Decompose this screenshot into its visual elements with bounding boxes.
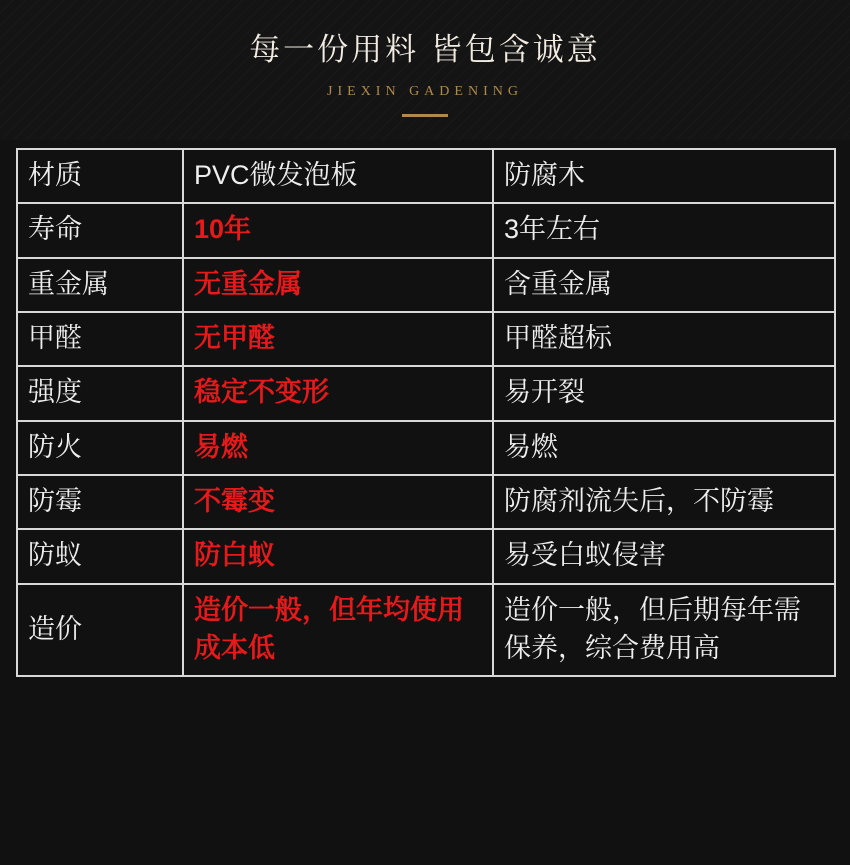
row-label: 防霉: [17, 475, 183, 529]
row-label: 防火: [17, 421, 183, 475]
table-row: [17, 366, 835, 420]
cell-product-b: 造价一般，但后期每年需保养，综合费用高: [493, 584, 835, 677]
cell-product-a: 无甲醛: [183, 312, 493, 366]
cell-product-b: 易受白蚁侵害: [493, 529, 835, 583]
row-label: 甲醛: [17, 312, 183, 366]
table-row: [17, 149, 835, 203]
cell-product-b: 易燃: [493, 421, 835, 475]
table-row: [17, 203, 835, 257]
page-title: 每一份用料 皆包含诚意: [249, 31, 601, 67]
cell-product-a: 10年: [183, 203, 493, 257]
cell-product-a: 稳定不变形: [183, 366, 493, 420]
row-label: 重金属: [17, 258, 183, 312]
cell-product-b: 易开裂: [493, 366, 835, 420]
table-row: [17, 421, 835, 475]
cell-product-b: 含重金属: [493, 258, 835, 312]
row-label: 防蚁: [17, 529, 183, 583]
table-row: [17, 529, 835, 583]
table-row: [17, 312, 835, 366]
cell-product-a: 无重金属: [183, 258, 493, 312]
row-label: 造价: [17, 584, 183, 677]
cell-product-a: PVC微发泡板: [183, 149, 493, 203]
table-row: [17, 258, 835, 312]
cell-product-a: 防白蚁: [183, 529, 493, 583]
cell-product-b: 防腐木: [493, 149, 835, 203]
cell-product-a: 不霉变: [183, 475, 493, 529]
header-divider: [402, 114, 448, 117]
header-banner: [0, 0, 850, 140]
row-label: 强度: [17, 366, 183, 420]
brand-subtitle: JIEXIN GADENING: [327, 84, 523, 100]
row-label: 材质: [17, 149, 183, 203]
cell-product-b: 3年左右: [493, 203, 835, 257]
row-label: 寿命: [17, 203, 183, 257]
cell-product-a: 造价一般，但年均使用成本低: [183, 584, 493, 677]
cell-product-a: 易燃: [183, 421, 493, 475]
comparison-table: [16, 148, 836, 677]
cell-product-b: 防腐剂流失后，不防霉: [493, 475, 835, 529]
table-row: [17, 584, 835, 677]
table-row: [17, 475, 835, 529]
comparison-table-wrapper: [0, 140, 850, 687]
cell-product-b: 甲醛超标: [493, 312, 835, 366]
